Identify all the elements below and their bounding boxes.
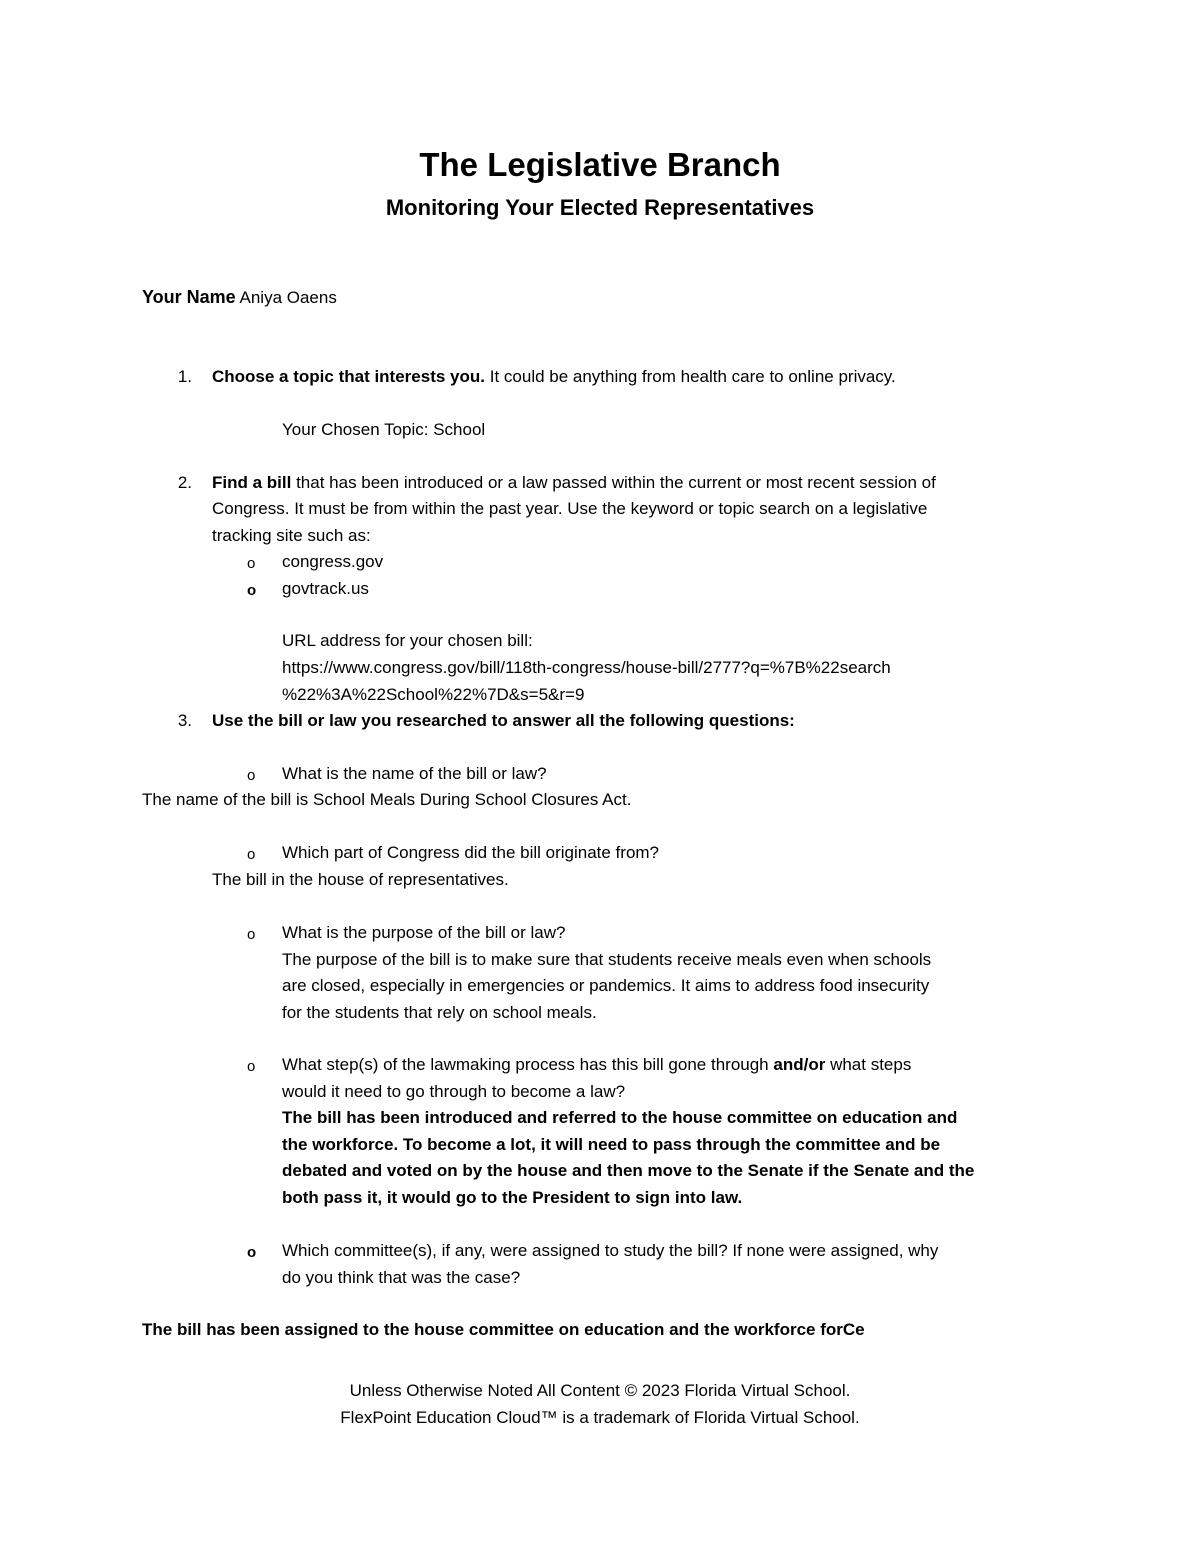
bullet-icon: o [247, 582, 257, 599]
url-line-1: https://www.congress.gov/bill/118th-congress/house-bill/2777?q=%7B%22search [282, 658, 891, 677]
bullet-icon: o [247, 1058, 256, 1075]
bullet-icon: o [247, 767, 256, 784]
page-subtitle: Monitoring Your Elected Representatives [385, 195, 815, 220]
q2-prompt-line-3: tracking site such as: [212, 526, 371, 545]
sub1-question: What is the name of the bill or law? [282, 764, 547, 783]
page-title: The Legislative Branch [419, 146, 781, 183]
sub3-answer-line-2: are closed, especially in emergencies or pandemics. It aims to address food insecurity [282, 976, 930, 995]
footer-copyright: Unless Otherwise Noted All Content © 2023 Florida Virtual School. [349, 1381, 851, 1400]
site-govtrack-us: govtrack.us [282, 579, 369, 598]
q1-text: It could be anything from health care to online privacy. [489, 367, 896, 386]
sub4-answer-line-2: the workforce. To become a lot, it will need to pass through the committee and be [282, 1135, 941, 1154]
url-line-2: %22%3A%22School%22%7D&s=5&r=9 [282, 685, 585, 704]
bullet-icon: o [247, 555, 256, 572]
q2-prompt-line-1 [212, 474, 936, 491]
name-line [142, 288, 337, 306]
sub3-answer-line-3: for the students that rely on school meals. [282, 1003, 597, 1022]
sub1-answer: The name of the bill is School Meals During School Closures Act. [142, 790, 632, 809]
bullet-icon: o [247, 926, 256, 943]
q3-number: 3. [177, 711, 192, 730]
q1-prompt [212, 368, 896, 385]
bullet-icon: o [247, 846, 256, 863]
sub4-question-bold: and/or [773, 1055, 826, 1074]
sub4-question-post: what steps [830, 1055, 912, 1074]
sub4-question-line-2: would it need to go through to become a law? [282, 1082, 626, 1101]
sub5-question-line-2: do you think that was the case? [282, 1268, 521, 1287]
sub5-question-line-1: Which committee(s), if any, were assigned to study the bill? If none were assigned, why [282, 1241, 939, 1260]
q1-number: 1. [177, 367, 192, 386]
q2-prompt-line-2: Congress. It must be from within the past year. Use the keyword or topic search on a legislative [212, 499, 928, 518]
sub3-answer-line-1: The purpose of the bill is to make sure that students receive meals even when schools [282, 950, 932, 969]
name-value: Aniya Oaens [239, 288, 337, 307]
q3-bold-text: Use the bill or law you researched to answer all the following questions: [212, 711, 795, 730]
footer-trademark: FlexPoint Education Cloud™ is a trademark of Florida Virtual School. [340, 1408, 860, 1427]
sub4-question-line-1 [282, 1056, 911, 1073]
q2-text: that has been introduced or a law passed within the current or most recent session of [296, 473, 936, 492]
sub4-answer-line-4: both pass it, it would go to the President to sign into law. [282, 1188, 743, 1207]
bullet-icon: o [247, 1244, 257, 1261]
q1-bold-text: Choose a topic that interests you. [212, 367, 485, 386]
sub2-question: Which part of Congress did the bill originate from? [282, 843, 660, 862]
url-label: URL address for your chosen bill: [282, 631, 533, 650]
q2-bold-text: Find a bill [212, 473, 292, 492]
sub4-question-pre: What step(s) of the lawmaking process has this bill gone through [282, 1055, 769, 1074]
name-label: Your Name [142, 287, 236, 307]
sub3-question: What is the purpose of the bill or law? [282, 923, 566, 942]
sub5-answer: The bill has been assigned to the house committee on education and the workforce forCe [142, 1320, 865, 1339]
sub2-answer: The bill in the house of representatives. [212, 870, 509, 889]
sub4-answer-line-1: The bill has been introduced and referred to the house committee on education and [282, 1108, 958, 1127]
q2-number: 2. [177, 473, 192, 492]
q1-answer: Your Chosen Topic: School [282, 420, 486, 439]
site-congress-gov: congress.gov [282, 552, 384, 571]
sub4-answer-line-3: debated and voted on by the house and then move to the Senate if the Senate and the [282, 1161, 975, 1180]
